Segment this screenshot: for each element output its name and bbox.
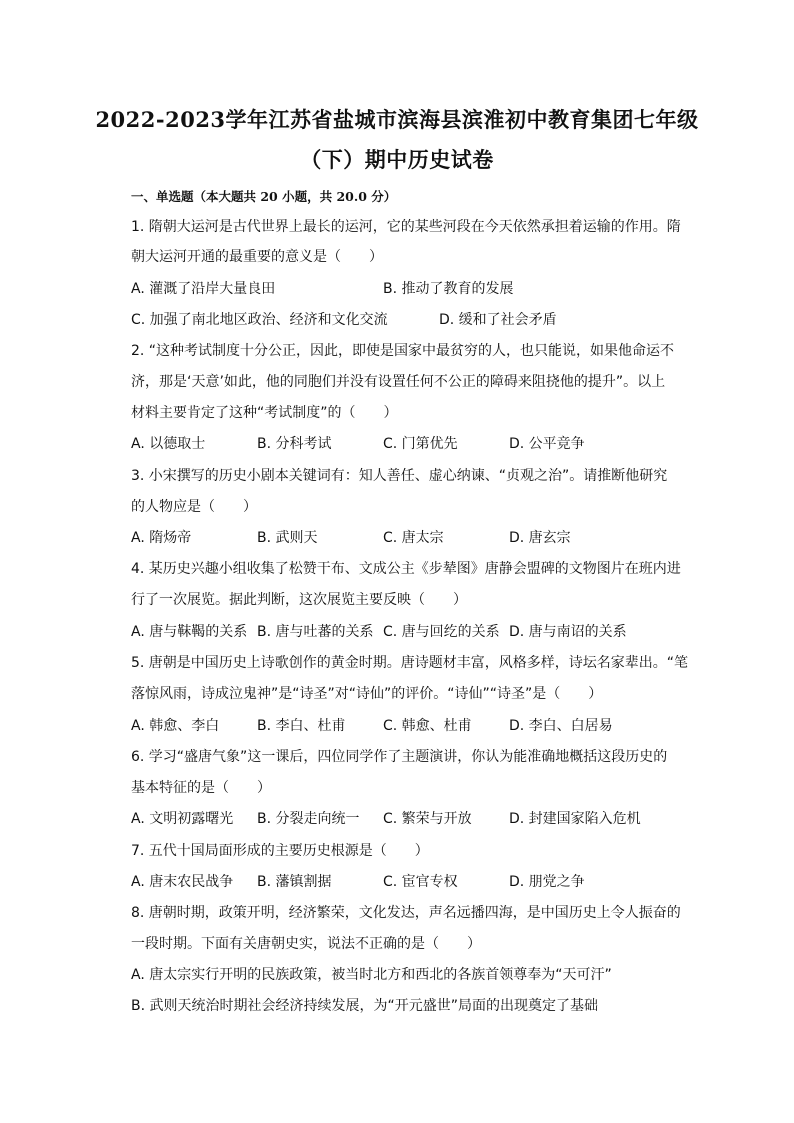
question-3-option-a: A. 隋炀帝: [131, 530, 192, 546]
question-7-option-a: A. 唐末农民战争: [131, 874, 234, 890]
question-4-option-a: A. 唐与靺鞨的关系: [131, 624, 248, 640]
question-1-option-b: B. 推动了教育的发展: [383, 281, 514, 297]
question-6-text-line-1: 6. 学习“盛唐气象”这一课后，四位同学作了主题演讲，你认为能准确地概括这段历史的: [131, 749, 668, 765]
question-6-option-a: A. 文明初露曙光: [131, 811, 234, 827]
question-4-option-d: D. 唐与南诏的关系: [509, 624, 627, 640]
question-6-text-line-2: 基本特征的是（ ）: [131, 780, 271, 796]
question-5-text-line-2: 落惊风雨，诗成泣鬼神”是“诗圣”对“诗仙”的评价。“诗仙”“诗圣”是（ ）: [131, 686, 603, 702]
question-3-text-line-2: 的人物应是（ ）: [131, 499, 257, 515]
question-8-text-line-2: 一段时期。下面有关唐朝史实，说法不正确的是（ ）: [131, 936, 481, 952]
question-2-text-line-2: 济，那是‘天意’如此，他的同胞们并没有设置任何不公正的障碍来阻挠他的提升”。以上: [131, 374, 666, 390]
question-1-text-line-2: 朝大运河开通的最重要的意义是（ ）: [131, 249, 383, 265]
question-2-option-b: B. 分科考试: [257, 436, 332, 452]
question-6-option-d: D. 封建国家陷入危机: [509, 811, 641, 827]
question-7-option-c: C. 宦官专权: [383, 874, 458, 890]
question-4-text-line-1: 4. 某历史兴趣小组收集了松赞干布、文成公主《步辇图》唐静会盟碑的文物图片在班内进: [131, 561, 681, 577]
question-2-option-d: D. 公平竞争: [509, 436, 585, 452]
exam-title-line2: （下）期中历史试卷: [300, 147, 494, 172]
question-3-option-b: B. 武则天: [257, 530, 318, 546]
question-5-option-c: C. 韩愈、杜甫: [383, 718, 472, 734]
question-2-option-a: A. 以德取士: [131, 436, 206, 452]
question-1-option-d: D. 缓和了社会矛盾: [439, 312, 557, 328]
question-5-option-a: A. 韩愈、李白: [131, 718, 220, 734]
question-5-option-b: B. 李白、杜甫: [257, 718, 346, 734]
question-4-option-b: B. 唐与吐蕃的关系: [257, 624, 374, 640]
question-3-option-d: D. 唐玄宗: [509, 530, 571, 546]
question-2-option-c: C. 门第优先: [383, 436, 458, 452]
question-2-text-line-1: 2. “这种考试制度十分公正，因此，即使是国家中最贫穷的人，也只能说，如果他命运不: [131, 343, 675, 359]
question-5-option-d: D. 李白、白居易: [509, 718, 613, 734]
question-3-text-line-1: 3. 小宋撰写的历史小剧本关键词有：知人善任、虚心纳谏、“贞观之治”。请推断他研究: [131, 468, 668, 484]
question-1-option-c: C. 加强了南北地区政治、经济和文化交流: [131, 312, 388, 328]
question-7-option-d: D. 朋党之争: [509, 874, 585, 890]
question-8-text-line-1: 8. 唐朝时期，政策开明，经济繁荣，文化发达，声名远播四海，是中国历史上令人振奋的: [131, 905, 681, 921]
question-4-text-line-2: 行了一次展览。据此判断，这次展览主要反映（ ）: [131, 592, 467, 608]
question-1-text-line-1: 1. 隋朝大运河是古代世界上最长的运河，它的某些河段在今天依然承担着运输的作用。隋: [131, 219, 681, 235]
question-6-option-c: C. 繁荣与开放: [383, 811, 472, 827]
question-8-option-a: A. 唐太宗实行开明的民族政策，被当时北方和西北的各族首领尊奉为“天可汗”: [131, 967, 612, 983]
question-5-text-line-1: 5. 唐朝是中国历史上诗歌创作的黄金时期。唐诗题材丰富，风格多样，诗坛名家辈出。“笔: [131, 655, 689, 671]
section-heading: 一、单选题（本大题共 20 小题，共 20.0 分）: [131, 189, 397, 204]
question-3-option-c: C. 唐太宗: [383, 530, 444, 546]
question-4-option-c: C. 唐与回纥的关系: [383, 624, 500, 640]
question-7-text-line-1: 7. 五代十国局面形成的主要历史根源是（ ）: [131, 843, 429, 859]
question-8-option-b: B. 武则天统治时期社会经济持续发展，为“开元盛世”局面的出现奠定了基础: [131, 998, 599, 1014]
question-2-text-line-3: 材料主要肯定了这种“考试制度”的（ ）: [131, 405, 398, 421]
question-6-option-b: B. 分裂走向统一: [257, 811, 360, 827]
exam-title-line1: 2022-2023学年江苏省盐城市滨海县滨淮初中教育集团七年级: [95, 107, 699, 132]
question-7-option-b: B. 藩镇割据: [257, 874, 332, 890]
question-1-option-a: A. 灌溉了沿岸大量良田: [131, 281, 276, 297]
